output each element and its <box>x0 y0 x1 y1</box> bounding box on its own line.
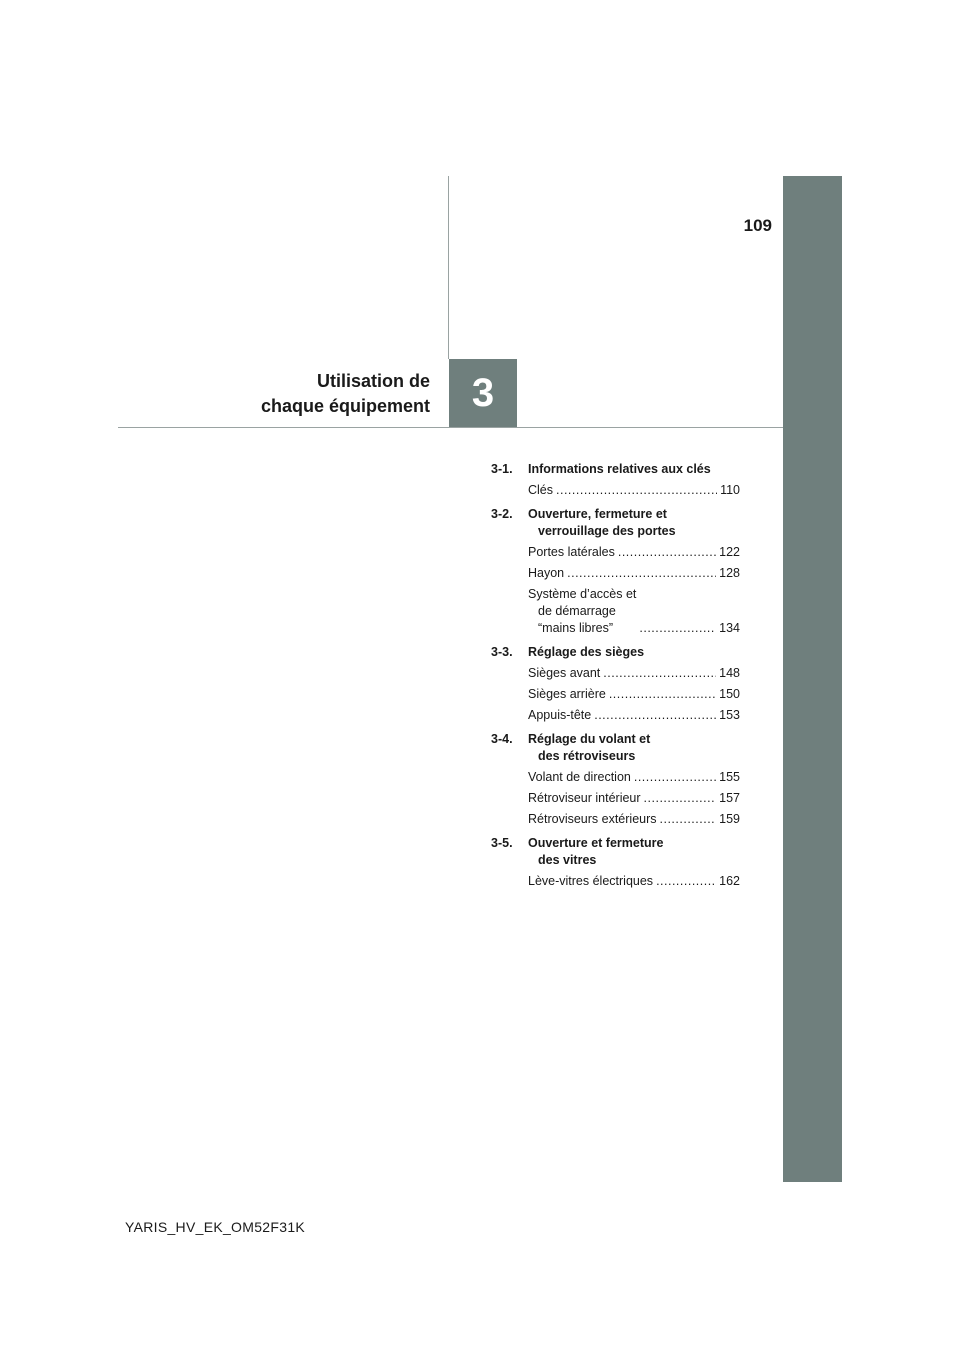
section-title-line: Réglage des sièges <box>528 645 645 659</box>
toc-section-heading[interactable] <box>491 506 740 540</box>
entry-label <box>528 769 631 786</box>
entry-label-line: Hayon <box>528 566 565 580</box>
toc-section-heading[interactable] <box>491 731 740 765</box>
dot-leader <box>656 873 716 890</box>
toc-entry[interactable] <box>528 686 740 703</box>
entry-page-number: 159 <box>719 812 740 826</box>
entry-page-number: 110 <box>720 483 740 497</box>
dot-leader <box>567 565 716 582</box>
entry-label-line: Volant de direction <box>528 770 631 784</box>
toc-entry[interactable] <box>528 586 740 637</box>
entry-page-number: 162 <box>719 874 740 888</box>
entry-label-line: Rétroviseur intérieur <box>528 791 641 805</box>
entry-label <box>528 873 653 890</box>
entry-page-number: 153 <box>719 708 740 722</box>
dot-leader <box>639 620 716 637</box>
horizontal-rule <box>118 427 783 428</box>
section-title-line: verrouillage des portes <box>538 524 676 538</box>
entry-label-line: de démarrage <box>538 604 616 618</box>
toc-entry[interactable] <box>528 565 740 582</box>
section-number: 3-1. <box>491 462 513 476</box>
entry-label-line: Sièges arrière <box>528 687 606 701</box>
entry-label-line: Sièges avant <box>528 666 601 680</box>
document-code: YARIS_HV_EK_OM52F31K <box>125 1219 306 1235</box>
entry-label <box>528 686 606 703</box>
entry-label <box>528 811 657 828</box>
section-title-line: Informations relatives aux clés <box>528 462 711 476</box>
entry-label <box>528 586 636 637</box>
chapter-title-line: Utilisation de <box>316 371 430 391</box>
entry-label-line: Lève-vitres électriques <box>528 874 654 888</box>
section-number: 3-3. <box>491 645 513 659</box>
table-of-contents <box>491 461 740 890</box>
page-number: 109 <box>743 216 772 235</box>
dot-leader <box>603 665 716 682</box>
entry-page-number: 122 <box>719 545 740 559</box>
dot-leader <box>660 811 717 828</box>
entry-label <box>528 565 564 582</box>
entry-label-line: “mains libres” <box>538 621 614 635</box>
toc-entry[interactable] <box>528 873 740 890</box>
chapter-title-line: chaque équipement <box>260 396 430 416</box>
chapter-title <box>261 369 430 419</box>
toc-entry[interactable] <box>528 811 740 828</box>
entry-page-number: 134 <box>719 621 740 635</box>
entry-label <box>528 707 591 724</box>
toc-section-heading[interactable] <box>491 644 740 661</box>
entry-page-number: 157 <box>719 791 740 805</box>
chapter-number-box <box>449 359 517 427</box>
entry-label <box>528 790 641 807</box>
chapter-number: 3 <box>471 370 495 415</box>
entry-page-number: 150 <box>719 687 740 701</box>
entry-label <box>528 665 600 682</box>
section-number: 3-2. <box>491 507 513 521</box>
entry-label-line: Rétroviseurs extérieurs <box>528 812 657 826</box>
dot-leader <box>556 482 717 499</box>
toc-entry[interactable] <box>528 665 740 682</box>
dot-leader <box>618 544 716 561</box>
section-title <box>528 506 740 540</box>
entry-label-line: Appuis-tête <box>528 708 592 722</box>
dot-leader <box>644 790 717 807</box>
dot-leader <box>634 769 716 786</box>
section-title <box>528 461 740 478</box>
toc-entry[interactable] <box>528 790 740 807</box>
vertical-rule <box>448 176 449 359</box>
section-title <box>528 644 740 661</box>
section-title-line: Ouverture, fermeture et <box>528 507 667 521</box>
toc-entry[interactable] <box>528 769 740 786</box>
toc-entry[interactable] <box>528 544 740 561</box>
entry-label <box>528 544 615 561</box>
entry-page-number: 155 <box>719 770 740 784</box>
toc-section-heading[interactable] <box>491 461 740 478</box>
toc-entry[interactable] <box>528 707 740 724</box>
entry-page-number: 148 <box>719 666 740 680</box>
toc-entry[interactable] <box>528 482 740 499</box>
toc-section-heading[interactable] <box>491 835 740 869</box>
section-number: 3-4. <box>491 732 513 746</box>
section-title-line: des vitres <box>538 853 597 867</box>
dot-leader <box>609 686 716 703</box>
chapter-side-tab <box>783 176 842 1182</box>
entry-label-line: Portes latérales <box>528 545 615 559</box>
section-number: 3-5. <box>491 836 513 850</box>
section-title-line: Ouverture et fermeture <box>528 836 664 850</box>
entry-label <box>528 482 553 499</box>
entry-label-line: Clés <box>528 483 554 497</box>
dot-leader <box>594 707 716 724</box>
entry-page-number: 128 <box>719 566 740 580</box>
section-title <box>528 731 740 765</box>
section-title-line: des rétroviseurs <box>538 749 636 763</box>
section-title-line: Réglage du volant et <box>528 732 651 746</box>
entry-label-line: Système d’accès et <box>528 587 637 601</box>
section-title <box>528 835 740 869</box>
